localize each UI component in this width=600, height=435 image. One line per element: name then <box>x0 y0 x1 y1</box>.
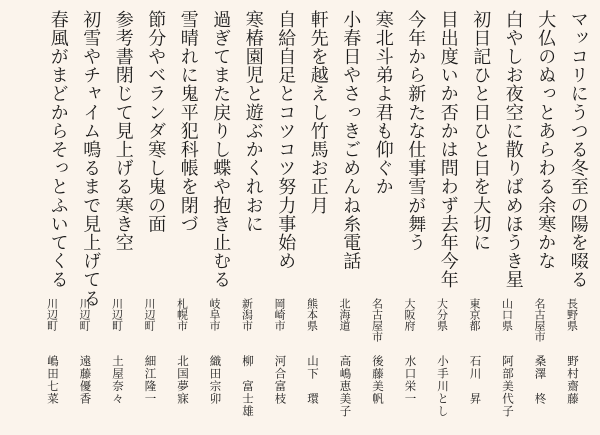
author-location: 長野県 <box>565 298 579 331</box>
haiku-column <box>432 10 465 435</box>
author-location: 東京都 <box>468 298 481 331</box>
author-name: 山下 環 <box>306 355 320 405</box>
haiku-column <box>204 10 237 435</box>
author-name: 野村齋藤 <box>566 355 580 405</box>
author-name: 阿部美代子 <box>501 355 515 418</box>
haiku-column <box>367 10 400 435</box>
haiku-column <box>399 10 432 435</box>
author-name: 遠藤優香 <box>78 355 93 405</box>
haiku-text: 雪晴れに鬼平犯科帳を閉づ <box>177 10 199 234</box>
author-location: 札幌市 <box>175 298 189 331</box>
haiku-text: 白やしお夜空に散りばめほうき星 <box>502 10 524 289</box>
haiku-text: 軒先を越えし竹馬お正月 <box>307 10 329 215</box>
author-location: 岡崎市 <box>273 298 286 331</box>
author-location: 新潟市 <box>240 298 254 331</box>
haiku-text: 節分やベランダ寒し鬼の面 <box>145 10 167 234</box>
haiku-text: 小春日やさっきごめんね糸電話 <box>340 10 362 271</box>
author-name: 高嶋恵美子 <box>338 355 353 418</box>
haiku-text: 大仏のぬっとあらわる余寒かな <box>535 10 557 271</box>
author-location: 川辺町 <box>110 298 124 331</box>
author-name: 土屋奈々 <box>111 355 125 405</box>
haiku-text: 初日記ひと日ひと日を大切に <box>470 10 492 252</box>
haiku-column <box>107 10 140 435</box>
author-name: 水口栄一 <box>403 355 418 405</box>
author-name: 河合富枝 <box>273 355 288 405</box>
haiku-column <box>302 10 335 435</box>
author-name: 織田宗卯 <box>208 355 223 405</box>
haiku-column <box>42 10 75 435</box>
haiku-column <box>237 10 270 435</box>
haiku-text: マッコリにうつる冬至の陽を啜る <box>567 10 589 289</box>
author-name: 小手川とし <box>436 355 450 418</box>
haiku-column <box>497 10 530 435</box>
haiku-column <box>74 10 107 435</box>
haiku-column <box>529 10 562 435</box>
haiku-column <box>562 10 595 435</box>
author-name: 細江隆一 <box>143 355 158 405</box>
author-name: 石川 昇 <box>468 355 483 405</box>
haiku-text: 自給自足とコツコツ努力事始め <box>275 10 297 271</box>
author-location: 北海道 <box>338 298 351 331</box>
haiku-column <box>139 10 172 435</box>
author-name: 嶋田七菜 <box>46 355 60 405</box>
author-location: 熊本県 <box>305 298 319 331</box>
author-location: 川辺町 <box>45 298 59 331</box>
author-location: 名古屋市 <box>370 298 384 342</box>
author-location: 大阪府 <box>403 298 416 331</box>
author-location: 大分県 <box>435 298 449 331</box>
haiku-text: 初雪やチャイム鳴るまで見上げてる <box>80 10 102 308</box>
haiku-text: 春風がまどからそっとふいてくる <box>47 10 69 289</box>
haiku-column <box>334 10 367 435</box>
haiku-column <box>269 10 302 435</box>
author-location: 山口県 <box>500 298 514 331</box>
author-name: 後藤美帆 <box>371 355 385 405</box>
author-name: 桑澤 柊 <box>533 355 548 405</box>
author-location: 岐阜市 <box>208 298 221 331</box>
author-location: 川辺町 <box>143 298 156 331</box>
haiku-text: 今年から新たな仕事雪が舞う <box>405 10 427 252</box>
haiku-text: 参考書閉じて見上げる寒き空 <box>112 10 134 252</box>
author-name: 北国夢寐 <box>176 355 190 405</box>
author-location: 名古屋市 <box>533 298 546 342</box>
haiku-column <box>172 10 205 435</box>
author-location: 川辺町 <box>78 298 91 331</box>
haiku-text: 目出度いか否かは問わず去年今年 <box>437 10 459 289</box>
haiku-text: 過ぎてまた戻りし蝶や抱き止むる <box>210 10 232 289</box>
haiku-text: 寒北斗弟よ君も仰ぐか <box>372 10 394 196</box>
author-name: 柳 富士雄 <box>241 355 255 418</box>
haiku-column <box>464 10 497 435</box>
haiku-text: 寒椿園児と遊ぶかくれおに <box>242 10 264 234</box>
